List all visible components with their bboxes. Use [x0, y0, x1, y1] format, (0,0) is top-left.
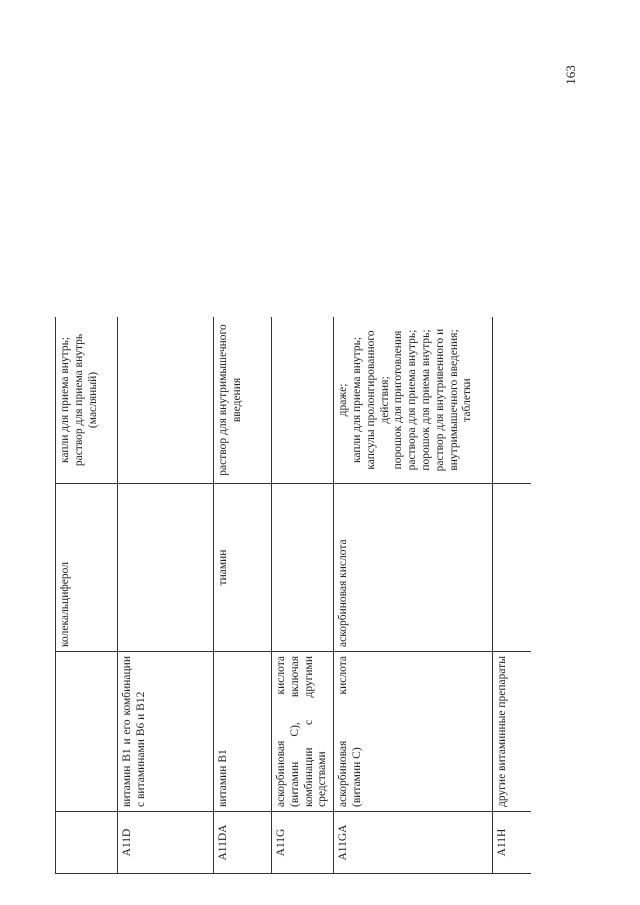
- substance-name: [493, 484, 531, 652]
- table-row: [272, 317, 334, 874]
- table-row: [118, 317, 214, 874]
- atc-code: A11DA: [214, 812, 272, 874]
- medication-table: [55, 317, 531, 874]
- dosage-forms: драже; капли для приема внутрь; капсулы пролонгированного действия; порошок для приготовления раствора для приема внутрь; порошок для приема внутрь; раствор для внутривенного и внутримышечного введения; таблетки: [334, 317, 493, 484]
- table-row: [334, 317, 493, 874]
- table-row: [56, 317, 118, 874]
- substance-name: [118, 484, 214, 652]
- substance-name: колекальциферол: [56, 484, 118, 652]
- substance-name: тиамин: [214, 484, 272, 652]
- atc-group: [56, 652, 118, 812]
- atc-code: A11G: [272, 812, 334, 874]
- atc-group: аскорбиновая кислота (витамин C), включая комбинации с другими средствами: [272, 652, 334, 812]
- atc-code: [56, 812, 118, 874]
- atc-group: другие витаминные препараты: [493, 652, 531, 812]
- dosage-forms: капли для приема внутрь; раствор для приема внутрь (масляный): [56, 317, 118, 484]
- dosage-forms: [493, 317, 531, 484]
- atc-code: A11H: [493, 812, 531, 874]
- atc-group: витамин B1 и его комбинации с витаминами B6 и B12: [118, 652, 214, 812]
- dosage-forms: раствор для внутримышечного введения: [214, 317, 272, 484]
- dosage-forms: [272, 317, 334, 484]
- atc-group: витамин B1: [214, 652, 272, 812]
- atc-code: A11D: [118, 812, 214, 874]
- atc-group: аскорбиновая кислота (витамин C): [334, 652, 493, 812]
- table-container: [55, 317, 531, 874]
- substance-name: [272, 484, 334, 652]
- table-row: [493, 317, 531, 874]
- dosage-forms: [118, 317, 214, 484]
- page-number: 163: [563, 65, 578, 85]
- table-row: [214, 317, 272, 874]
- substance-name: аскорбиновая кислота: [334, 484, 493, 652]
- atc-code: A11GA: [334, 812, 493, 874]
